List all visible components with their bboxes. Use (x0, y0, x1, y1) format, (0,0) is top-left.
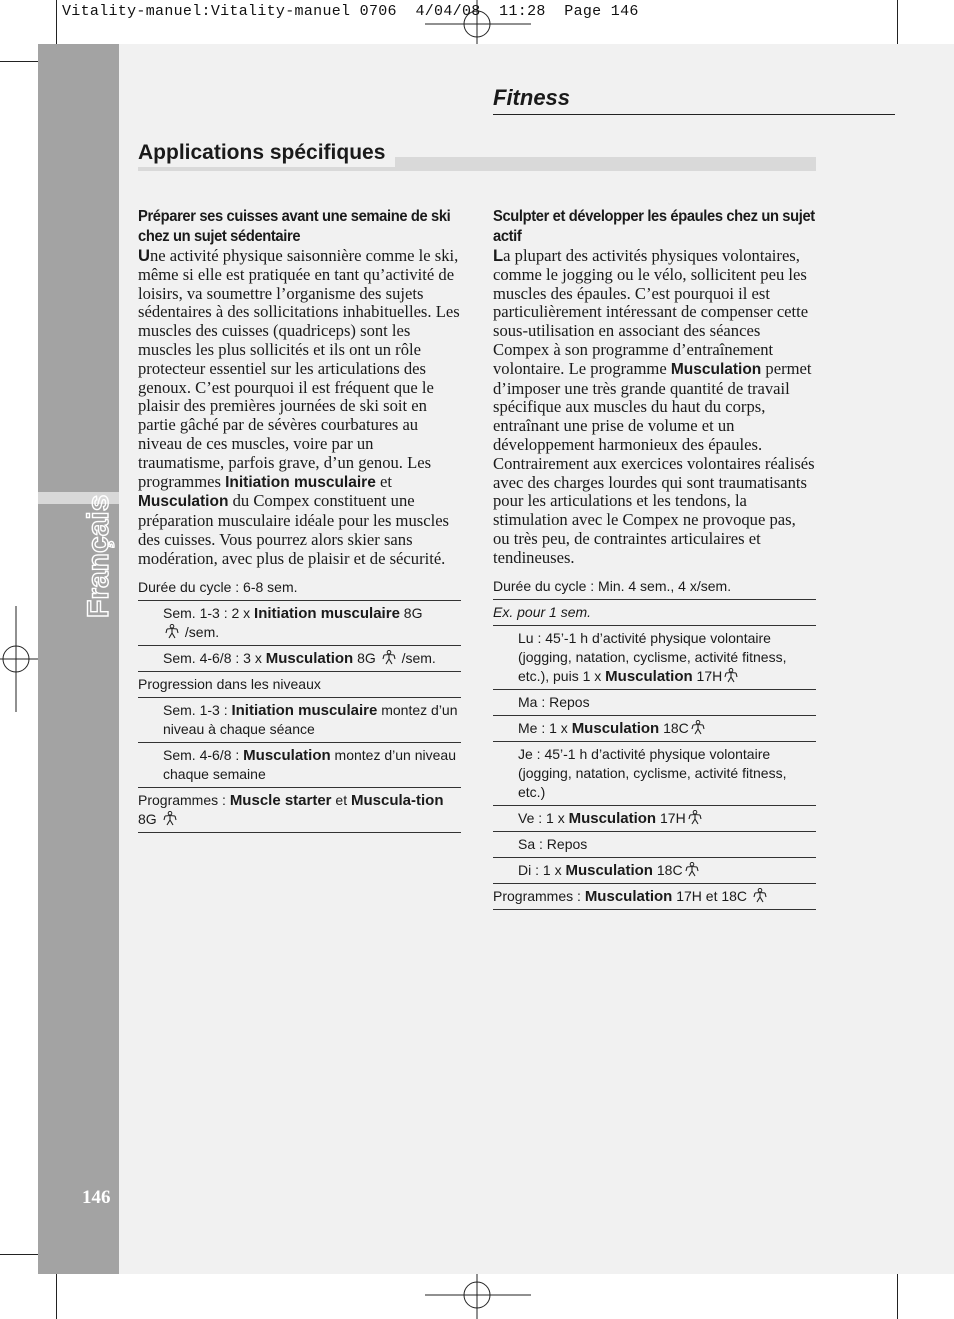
left-article-body (138, 247, 461, 569)
programmes-row (138, 788, 461, 832)
day-row (493, 832, 816, 857)
day-text: Ve : 1 x (518, 809, 569, 826)
week-prefix: Sem. 1-3 : 2 x (163, 604, 255, 621)
right-program-info (493, 574, 816, 910)
programmes-prefix: Programmes : (493, 887, 585, 904)
dropcap: L (493, 246, 504, 265)
programmes-prefix: Programmes : (138, 791, 230, 808)
program-name: Initiation musculaire (225, 473, 376, 491)
day-row (493, 742, 816, 805)
level-code: 17H et 18C (672, 887, 751, 904)
day-text: Je : 45’-1 h d’activité physique volontaire (jogging, natation, cyclisme, activité fitness, etc.) (518, 745, 787, 800)
crop-mark (56, 0, 57, 44)
day-text: Di : 1 x (518, 861, 566, 878)
progression-prefix: Sem. 4-6/8 : (163, 746, 244, 763)
day-text: Sa : Repos (518, 835, 588, 852)
progression-suffix: montez d’un niveau chaque semaine (163, 746, 456, 782)
program-name: Musculation (265, 649, 354, 667)
crop-mark (0, 61, 40, 62)
body-text: a plupart des activités physiques volontaires, comme le jogging ou le vélo, sollicitent peu les muscles des épaules. C’est pourquoi il est particulièrement intéressant de compenser cette sous-utilisation en associant des séances Compex à son programme d’entraînement volontaire. Le programme (493, 246, 809, 378)
right-article-title: Sculpter et développer les épaules chez un sujet actif (493, 208, 815, 245)
week-row (138, 646, 461, 671)
registration-mark-top (425, 0, 531, 48)
program-name: Muscle starter (229, 791, 332, 809)
program-name: Initiation musculaire (231, 701, 378, 719)
section-rule (493, 114, 895, 115)
body-text: permet d’imposer une très grande quantité de travail spécifique aux muscles du haut du corps, entraînant une prise de volume et un développement harmonieux des épaules. Contrairement aux exercices volontaires réalisés avec des charges lourdes qui sont traumatisants pour les articulations et les tendons, la stimulation avec le Compex ne provoque pas, ou très peu, de contraintes articulaires et tendineuses. (493, 358, 815, 567)
page-number: 146 (82, 1187, 111, 1208)
progression-label: Progression dans les niveaux (138, 675, 321, 692)
conjunction: et (375, 471, 392, 491)
right-column (493, 207, 816, 910)
left-column (138, 207, 461, 833)
program-name: Musculation (605, 667, 693, 685)
day-text: Me : 1 x (518, 719, 572, 736)
body-figure-icon (382, 650, 396, 665)
right-article-body (493, 247, 816, 568)
example-label: Ex. pour 1 sem. (493, 603, 592, 620)
crop-mark (0, 1254, 40, 1255)
body-text: ne activité physique saisonnière comme le ski, même si elle est pratiquée en tant qu’activité de loisirs, va soumettre l’organisme des sujets sédentaires à des sollicitations inhabituelles. Les muscles des cuisses (quadriceps) sont les muscles les plus sollicités et ils ont un rôle protecteur essentiel sur les articulations des genoux. C’est pourquoi il est fréquent que le plaisir des premières journées de ski soit en partie gâché par de sévères courbatures au niveau de ces muscles, voire par un traumatisme, parfois grave, d’un genou. Les programmes (138, 246, 460, 491)
level-code: 17H (692, 667, 723, 684)
registration-mark-bottom (425, 1270, 531, 1319)
section-title: Fitness (493, 85, 571, 110)
body-figure-icon (165, 624, 179, 639)
cycle-duration: Durée du cycle : Min. 4 sem., 4 x/sem. (493, 577, 732, 594)
divider (138, 832, 461, 833)
level-code: 8G (399, 604, 423, 621)
language-label (56, 494, 144, 620)
week-suffix: /sem. (397, 649, 436, 666)
printer-slug: Vitality-manuel:Vitality-manuel 0706 4/04/08 11:28 Page 146 (62, 3, 639, 20)
program-name: Musculation (571, 719, 660, 737)
crop-mark (897, 0, 898, 48)
left-article-title: Préparer ses cuisses avant une semaine de ski chez un sujet sédentaire (138, 208, 451, 245)
left-program-info (138, 575, 461, 833)
program-name: Musculation (568, 809, 657, 827)
body-figure-icon (688, 810, 702, 825)
day-row (493, 626, 816, 689)
cycle-duration: Durée du cycle : 6-8 sem. (138, 578, 298, 595)
week-row (138, 601, 461, 645)
dropcap: U (138, 246, 150, 265)
day-row (493, 806, 816, 831)
divider (493, 909, 816, 910)
body-figure-icon (685, 862, 699, 877)
progression-suffix: montez d’un niveau à chaque séance (163, 701, 458, 737)
conjunction: et (331, 791, 351, 808)
level-code: 17H (656, 809, 686, 826)
level-code: 18C (659, 719, 689, 736)
body-figure-icon (753, 888, 767, 903)
level-code: 8G (353, 649, 380, 666)
crop-mark (897, 1270, 898, 1319)
body-figure-icon (691, 720, 705, 735)
day-text: Ma : Repos (518, 693, 590, 710)
program-name: Musculation (565, 861, 653, 879)
language-text: Français (82, 494, 115, 618)
programmes-row (493, 884, 816, 909)
body-figure-icon (163, 811, 177, 826)
level-code: 8G (138, 810, 161, 827)
day-row (493, 690, 816, 715)
program-name: Musculation (243, 746, 331, 764)
day-text: Lu : 45’-1 h d’activité physique volontaire (jogging, natation, cyclisme, activité fitness, etc.), puis 1 x (518, 629, 787, 684)
body-figure-icon (724, 668, 738, 683)
program-name: Initiation musculaire (254, 604, 400, 622)
sidebar-band (38, 44, 119, 1274)
main-title: Applications spécifiques (138, 139, 395, 167)
progression-row (138, 743, 461, 787)
week-prefix: Sem. 4-6/8 : 3 x (163, 649, 266, 666)
day-row (493, 716, 816, 741)
program-name: Musculation (138, 493, 229, 511)
level-code: 18C (652, 861, 683, 878)
program-name: Muscula-tion (351, 791, 444, 809)
day-row (493, 858, 816, 883)
body-text: du Compex constituent une préparation musculaire idéale pour les muscles des cuisses. Vous pourrez alors skier sans modération, avec plus de plaisir et de sécurité. (138, 491, 450, 568)
progression-row (138, 698, 461, 742)
week-suffix: /sem. (181, 623, 220, 640)
progression-prefix: Sem. 1-3 : (163, 701, 232, 718)
program-name: Musculation (670, 360, 762, 378)
crop-mark (56, 1272, 57, 1319)
program-name: Musculation (584, 887, 673, 905)
